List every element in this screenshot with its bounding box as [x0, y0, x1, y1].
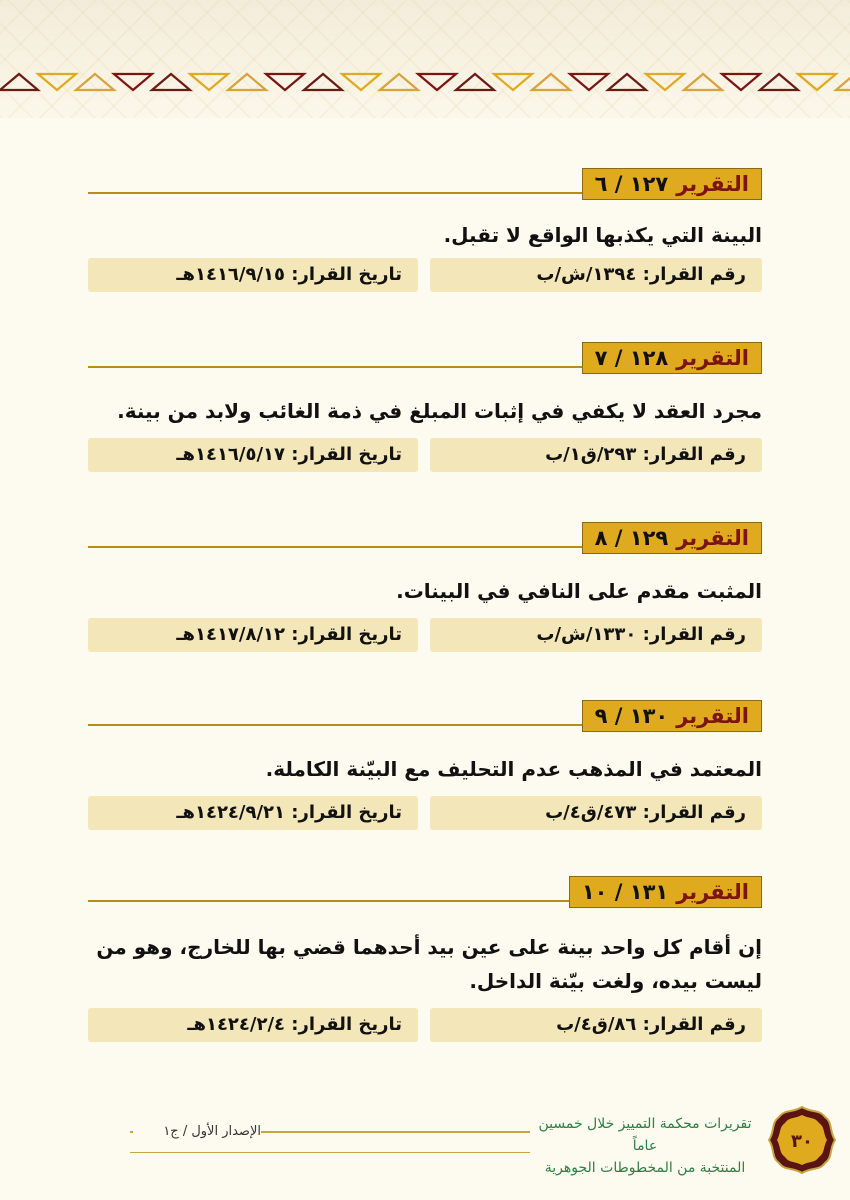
decision-date: تاريخ القرار: ١٤١٦/٥/١٧هـ — [88, 438, 418, 472]
triangle-ornament — [798, 74, 836, 90]
decision-number: رقم القرار: ٢٩٣/ق١/ب — [430, 438, 762, 472]
book-title-logo — [535, 1113, 755, 1176]
decision-number: رقم القرار: ٨٦/ق٤/ب — [430, 1008, 762, 1042]
triangle-ornament — [760, 74, 798, 90]
triangle-ornament — [114, 74, 152, 90]
triangle-ornament — [152, 74, 190, 90]
decision-number: رقم القرار: ٤٧٣/ق٤/ب — [430, 796, 762, 830]
triangle-ornament — [228, 74, 266, 90]
entry-title — [582, 168, 762, 200]
triangle-ornament — [646, 74, 684, 90]
entry-title-word: التقرير — [676, 704, 749, 728]
decision-date: تاريخ القرار: ١٤١٦/٩/١٥هـ — [88, 258, 418, 292]
book-title-line1: تقريرات محكمة التمييز خلال خمسين عاماً — [538, 1116, 752, 1154]
decision-number: رقم القرار: ١٣٣٠/ش/ب — [430, 618, 762, 652]
entry-title — [582, 700, 762, 732]
entry-title-number: ١٢٩ / ٨ — [594, 526, 669, 550]
triangle-ornament — [608, 74, 646, 90]
ruling-text: المثبت مقدم على النافي في البينات. — [396, 579, 762, 603]
triangle-ornament — [418, 74, 456, 90]
triangle-border-pattern — [0, 68, 850, 118]
triangle-ornament — [570, 74, 608, 90]
triangle-ornament — [532, 74, 570, 90]
triangle-ornament — [0, 74, 38, 90]
triangle-ornament — [38, 74, 76, 90]
ruling-text: مجرد العقد لا يكفي في إثبات المبلغ في ذمة الغائب ولابد من بينة. — [117, 399, 762, 423]
page-number: ٣٠ — [791, 1131, 813, 1152]
entry-title-number: ١٣٠ / ٩ — [594, 704, 669, 728]
triangle-ornament — [836, 74, 850, 90]
triangle-ornament — [266, 74, 304, 90]
decision-date: تاريخ القرار: ١٤١٧/٨/١٢هـ — [88, 618, 418, 652]
triangle-ornament — [684, 74, 722, 90]
triangle-ornament — [304, 74, 342, 90]
decorative-header — [0, 0, 850, 118]
triangle-ornament — [76, 74, 114, 90]
decision-date: تاريخ القرار: ١٤٢٤/٩/٢١هـ — [88, 796, 418, 830]
entry-title-word: التقرير — [676, 880, 749, 904]
decision-number: رقم القرار: ١٣٩٤/ش/ب — [430, 258, 762, 292]
edition-label: الإصدار الأول / ج١ — [133, 1124, 261, 1150]
page-number-badge — [767, 1105, 837, 1175]
triangle-ornament — [380, 74, 418, 90]
ruling-text: المعتمد في المذهب عدم التحليف مع البيّنة الكاملة. — [265, 757, 762, 781]
triangle-ornament — [456, 74, 494, 90]
entry-title — [569, 876, 762, 908]
entry-title-word: التقرير — [676, 346, 749, 370]
entry-title-word: التقرير — [676, 526, 749, 550]
entry-title-number: ١٢٧ / ٦ — [594, 172, 669, 196]
entry-title-number: ١٣١ / ١٠ — [581, 880, 669, 904]
triangle-ornament — [342, 74, 380, 90]
ruling-text: البينة التي يكذبها الواقع لا تقبل. — [443, 223, 762, 247]
entry-title-number: ١٢٨ / ٧ — [594, 346, 669, 370]
book-title-line2: المنتخبة من المخطوطات الجوهرية — [544, 1160, 746, 1176]
entry-title — [582, 522, 762, 554]
ruling-text: إن أقام كل واحد بينة على عين بيد أحدهما قضي بها للخارج، وهو من ليست بيده، ولغت بيّنة الداخل. — [96, 935, 762, 993]
triangle-ornament — [722, 74, 760, 90]
footer-divider-thin — [130, 1152, 530, 1153]
entry-title — [582, 342, 762, 374]
decision-date: تاريخ القرار: ١٤٢٤/٢/٤هـ — [88, 1008, 418, 1042]
entry-title-word: التقرير — [676, 172, 749, 196]
triangle-ornament — [190, 74, 228, 90]
triangle-ornament — [494, 74, 532, 90]
